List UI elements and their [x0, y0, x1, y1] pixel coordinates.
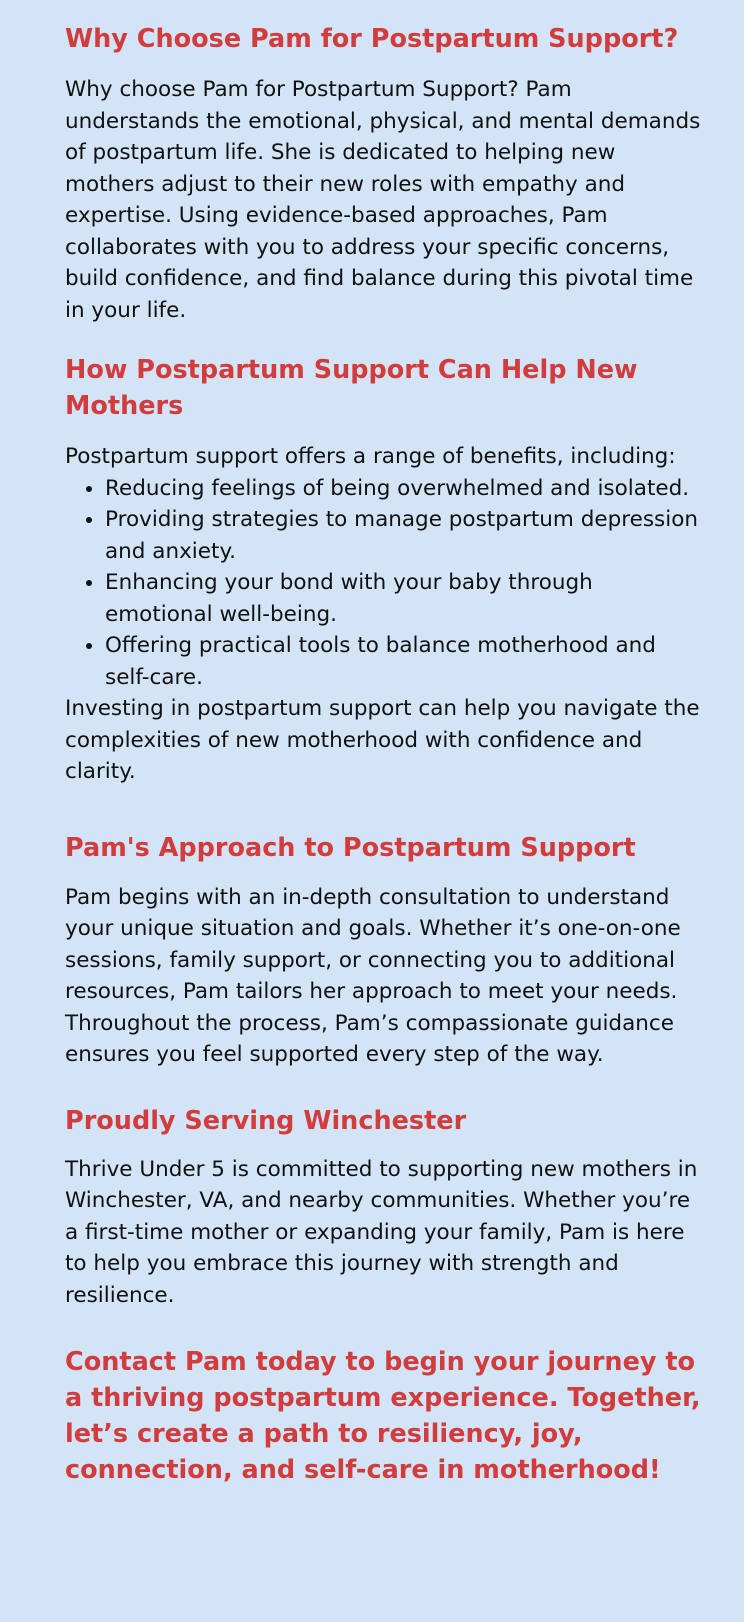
- serving-winchester-paragraph: Thrive Under 5 is committed to supporting new mothers in Winchester, VA, and nearby communities. Whether you’re a first-time mother or expanding your family, Pam is here to help you embrace this journey with strength and resilience.: [65, 1156, 698, 1308]
- approach-paragraph: Pam begins with an in-depth consultation to understand your unique situation and goals. Whether it’s one-on-one sessions, family support, or connecting you to additional resources, Pam tailors her approach to meet your needs. Throughout the process, Pam’s compassionate guidance ensures you feel supported every step of the way.: [65, 884, 681, 1067]
- how-support-helps-heading: How Postpartum Support Can Help New Mothers: [65, 355, 638, 421]
- list-item: • Enhancing your bond with your baby through emotional well-being.: [105, 567, 705, 630]
- benefits-outro-text: Investing in postpartum support can help you navigate the complexities of new motherhood with confidence and clarity.: [65, 696, 700, 784]
- serving-winchester-heading: Proudly Serving Winchester: [65, 1105, 467, 1136]
- why-choose-pam-heading: Why Choose Pam for Postpartum Support?: [65, 24, 679, 54]
- list-item: • Providing strategies to manage postpartum depression and anxiety.: [105, 504, 705, 567]
- contact-cta-heading: Contact Pam today to begin your journey to a thriving postpartum experience. Together, let’s create a path to resiliency, joy, connection, and self-care in motherhood!: [65, 1347, 701, 1485]
- benefits-list: [65, 473, 705, 694]
- approach-heading: Pam's Approach to Postpartum Support: [65, 832, 636, 863]
- list-item: • Offering practical tools to balance motherhood and self-care.: [105, 630, 705, 693]
- why-choose-pam-paragraph: Why choose Pam for Postpartum Support? Pam understands the emotional, physical, and mental demands of postpartum life. She is dedicated to helping new mothers adjust to their new roles with empathy and expertise. Using evidence-based approaches, Pam collaborates with you to address your specific concerns, build confidence, and find balance during this pivotal time in your life.: [65, 77, 701, 323]
- main-content: [65, 0, 705, 1488]
- list-item: • Reducing feelings of being overwhelmed and isolated.: [105, 473, 705, 505]
- benefits-intro-text: Postpartum support offers a range of benefits, including:: [65, 444, 676, 469]
